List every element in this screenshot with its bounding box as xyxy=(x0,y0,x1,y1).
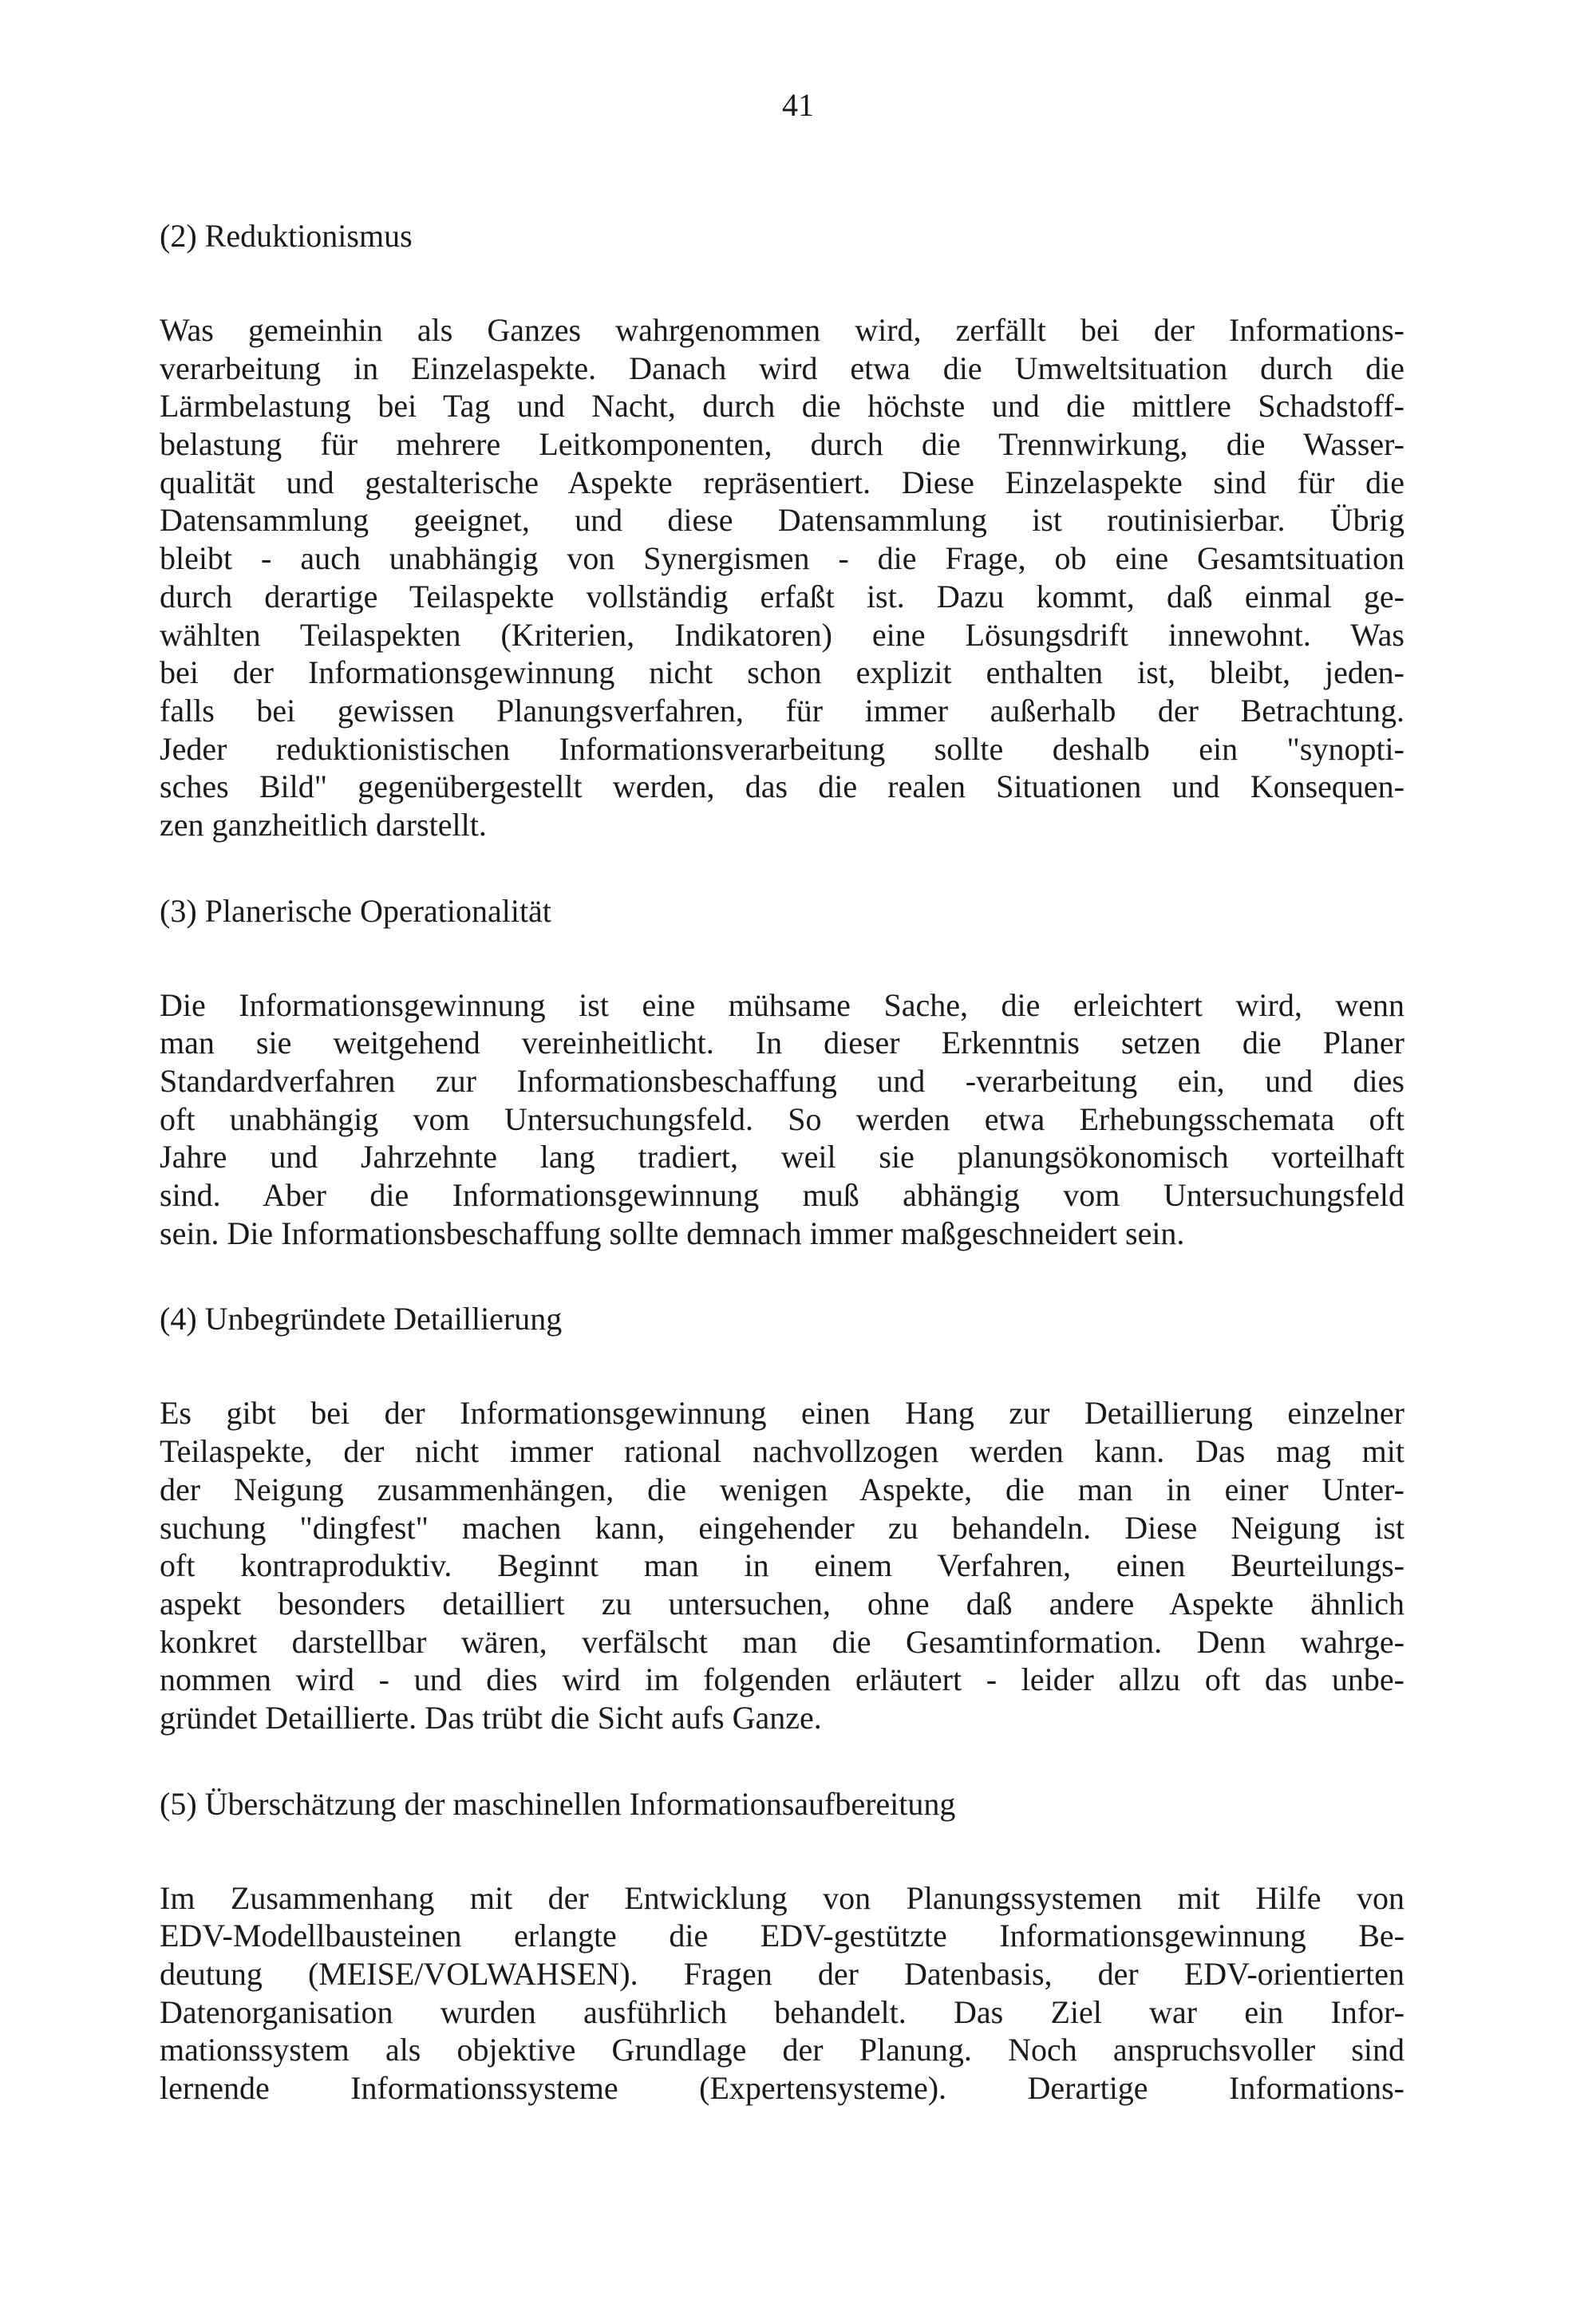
text-line: man sie weitgehend vereinheitlicht. In dieser Erkenntnis setzen die Planer xyxy=(160,1025,1404,1061)
text-line: Es gibt bei der Informationsgewinnung einen Hang zur Detaillierung einzelner xyxy=(160,1395,1404,1432)
section-ueberschaetzung xyxy=(160,1785,1404,2108)
section-paragraph xyxy=(160,1394,1404,1736)
text-line: Teilaspekte, der nicht immer rational nachvollzogen werden kann. Das mag mit xyxy=(160,1433,1404,1470)
text-line: oft kontraproduktiv. Beginnt man in einem Verfahren, einen Beurteilungs- xyxy=(160,1547,1404,1584)
section-heading: (4) Unbegründete Detaillierung xyxy=(160,1301,563,1337)
section-reduktionismus xyxy=(160,217,1404,844)
text-line: Standardverfahren zur Informationsbeschaffung und -verarbeitung ein, und dies xyxy=(160,1063,1404,1099)
text-line: wählten Teilaspekten (Kriterien, Indikatoren) eine Lösungsdrift innewohnt. Was xyxy=(160,616,1404,653)
section-heading: (2) Reduktionismus xyxy=(160,218,413,254)
text-line: oft unabhängig vom Untersuchungsfeld. So werden etwa Erhebungsschemata oft xyxy=(160,1100,1404,1137)
text-line: Im Zusammenhang mit der Entwicklung von Planungssystemen mit Hilfe von xyxy=(160,1879,1404,1916)
text-line: verarbeitung in Einzelaspekte. Danach wird etwa die Umweltsituation durch die xyxy=(160,350,1404,386)
text-line: sein. Die Informationsbeschaffung sollte demnach immer maßgeschneidert sein. xyxy=(160,1215,1185,1251)
text-line: bleibt - auch unabhängig von Synergismen - die Frage, ob eine Gesamtsituation xyxy=(160,540,1404,577)
text-line: Was gemeinhin als Ganzes wahrgenommen wird, zerfällt bei der Informations- xyxy=(160,312,1404,348)
text-line: belastung für mehrere Leitkomponenten, durch die Trennwirkung, die Wasser- xyxy=(160,426,1404,463)
text-line: sches Bild" gegenübergestellt werden, das die realen Situationen und Konsequen- xyxy=(160,768,1404,805)
text-line: Lärmbelastung bei Tag und Nacht, durch die höchste und die mittlere Schadstoff- xyxy=(160,388,1404,425)
text-line: zen ganzheitlich darstellt. xyxy=(160,806,487,843)
section-paragraph xyxy=(160,311,1404,844)
page-number: 41 xyxy=(782,87,814,123)
text-line: bei der Informationsgewinnung nicht schon explizit enthalten ist, bleibt, jeden- xyxy=(160,654,1404,691)
section-unbegruendete-detaillierung xyxy=(160,1300,1404,1736)
text-line: Jahre und Jahrzehnte lang tradiert, weil sie planungsökonomisch vorteilhaft xyxy=(160,1139,1404,1175)
text-line: deutung (MEISE/VOLWAHSEN). Fragen der Datenbasis, der EDV-orientierten xyxy=(160,1956,1404,1992)
text-line: suchung "dingfest" machen kann, eingehender zu behandeln. Diese Neigung ist xyxy=(160,1509,1404,1546)
text-line: gründet Detaillierte. Das trübt die Sicht aufs Ganze. xyxy=(160,1699,822,1736)
section-paragraph xyxy=(160,1879,1404,2108)
text-line: konkret darstellbar wären, verfälscht man die Gesamtinformation. Denn wahrge- xyxy=(160,1623,1404,1660)
text-line: Datenorganisation wurden ausführlich behandelt. Das Ziel war ein Infor- xyxy=(160,1993,1404,2030)
text-line: Jeder reduktionistischen Informationsverarbeitung sollte deshalb ein "synopti- xyxy=(160,730,1404,767)
text-line: mationssystem als objektive Grundlage der Planung. Noch anspruchsvoller sind xyxy=(160,2032,1404,2068)
text-line: Datensammlung geeignet, und diese Datensammlung ist routinisierbar. Übrig xyxy=(160,502,1404,539)
section-paragraph xyxy=(160,986,1404,1253)
text-line: der Neigung zusammenhängen, die wenigen Aspekte, die man in einer Unter- xyxy=(160,1471,1404,1507)
text-line: qualität und gestalterische Aspekte repräsentiert. Diese Einzelaspekte sind für die xyxy=(160,464,1404,500)
text-line: falls bei gewissen Planungsverfahren, für immer außerhalb der Betrachtung. xyxy=(160,692,1404,729)
text-line: EDV-Modellbausteinen erlangte die EDV-gestützte Informationsgewinnung Be- xyxy=(160,1918,1404,1954)
page-body xyxy=(160,217,1404,2155)
section-heading: (3) Planerische Operationalität xyxy=(160,892,551,929)
text-line: nommen wird - und dies wird im folgenden erläutert - leider allzu oft das unbe- xyxy=(160,1661,1404,1698)
section-planerische-operationalitaet xyxy=(160,892,1404,1253)
text-line: durch derartige Teilaspekte vollständig erfaßt ist. Dazu kommt, daß einmal ge- xyxy=(160,578,1404,614)
text-line: aspekt besonders detailliert zu untersuchen, ohne daß andere Aspekte ähnlich xyxy=(160,1585,1404,1622)
section-heading: (5) Überschätzung der maschinellen Informationsaufbereitung xyxy=(160,1785,956,1822)
text-line: Die Informationsgewinnung ist eine mühsame Sache, die erleichtert wird, wenn xyxy=(160,986,1404,1023)
text-line: sind. Aber die Informationsgewinnung muß abhängig vom Untersuchungsfeld xyxy=(160,1177,1404,1214)
text-line: lernende Informationssysteme (Expertensysteme). Derartige Informations- xyxy=(160,2070,1404,2107)
